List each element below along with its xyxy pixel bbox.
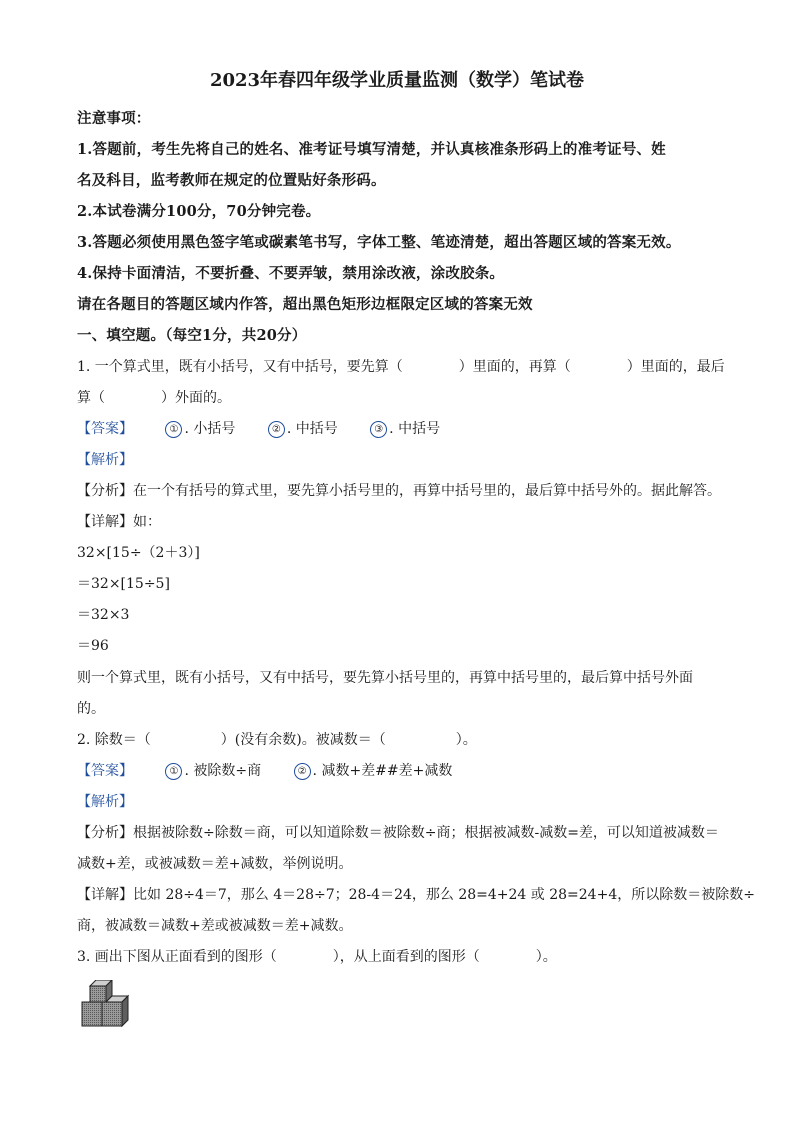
circled-number: ② <box>268 421 285 438</box>
detail-text: 【详解】比如 28÷4＝7，那么 4＝28÷7；28-4＝24，那么 28=4+24 或 28=24+4，所以除数＝被除数÷ <box>77 887 755 903</box>
page-title: 2023年春四年级学业质量监测（数学）笔试卷 <box>209 70 585 91</box>
answer-option: ① . 被除数÷商 <box>165 760 261 780</box>
section-heading: 一、填空题。（每空1分，共20分） <box>77 327 307 344</box>
answer-option: ② . 中括号 <box>268 418 338 438</box>
notice-item: 2.本试卷满分100分，70分钟完卷。 <box>77 203 321 220</box>
analysis-text: 【分析】根据被除数÷除数＝商，可以知道除数＝被除数÷商；根据被减数-减数=差，可以知道被减数＝ <box>77 825 719 841</box>
answer-option: ① . 小括号 <box>165 418 235 438</box>
conclusion-text: 的。 <box>77 701 105 717</box>
notice-item: 名及科目，监考教师在规定的位置贴好条形码。 <box>77 172 386 189</box>
calc-step: ＝32×[15÷5] <box>77 576 170 592</box>
answer-tag: 【答案】 <box>77 421 133 437</box>
question-2-answer <box>77 760 452 780</box>
notice-heading: 注意事项： <box>77 110 151 127</box>
question-3-text: 3. 画出下图从正面看到的图形（ ），从上面看到的图形（ ）。 <box>77 949 557 965</box>
calc-step: 32×[15÷（2＋3）] <box>77 545 200 561</box>
notice-item: 3.答题必须使用黑色签字笔或碳素笔书写，字体工整、笔迹清楚，超出答题区域的答案无效。 <box>77 234 681 251</box>
jiexi-tag: 【解析】 <box>77 794 133 810</box>
circled-number: ③ <box>370 421 387 438</box>
calc-step: ＝32×3 <box>77 607 130 623</box>
notice-item: 1.答题前，考生先将自己的姓名、准考证号填写清楚，并认真核准条形码上的准考证号、姓 <box>77 141 666 158</box>
detail-text: 商，被减数＝减数+差或被减数＝差+减数。 <box>77 918 353 934</box>
detail-heading: 【详解】如： <box>77 514 161 530</box>
circled-number: ① <box>165 421 182 438</box>
question-2-text: 2. 除数＝（ ）(没有余数)。被减数＝（ ）。 <box>77 732 477 748</box>
answer-option: ③ . 中括号 <box>370 418 440 438</box>
stacked-cubes-icon <box>80 980 140 1030</box>
conclusion-text: 则一个算式里，既有小括号，又有中括号，要先算小括号里的，再算中括号里的，最后算中括号外面 <box>77 670 693 686</box>
circled-number: ② <box>294 763 311 780</box>
question-1-answer <box>77 418 440 438</box>
question-1-text: 1. 一个算式里，既有小括号，又有中括号，要先算（ ）里面的，再算（ ）里面的，最后 <box>77 359 725 375</box>
circled-number: ① <box>165 763 182 780</box>
analysis-text: 减数+差，或被减数＝差+减数，举例说明。 <box>77 856 353 872</box>
calc-step: ＝96 <box>77 638 109 654</box>
answer-tag: 【答案】 <box>77 763 133 779</box>
notice-item: 请在各题目的答题区域内作答，超出黑色矩形边框限定区域的答案无效 <box>77 296 533 313</box>
jiexi-tag: 【解析】 <box>77 452 133 468</box>
question-1-text: 算（ ）外面的。 <box>77 390 231 406</box>
notice-item: 4.保持卡面清洁，不要折叠、不要弄皱，禁用涂改液，涂改胶条。 <box>77 265 505 282</box>
analysis-text: 【分析】在一个有括号的算式里，要先算小括号里的，再算中括号里的，最后算中括号外的。据此解答。 <box>77 483 721 499</box>
answer-option: ② . 减数+差##差+减数 <box>294 760 453 780</box>
